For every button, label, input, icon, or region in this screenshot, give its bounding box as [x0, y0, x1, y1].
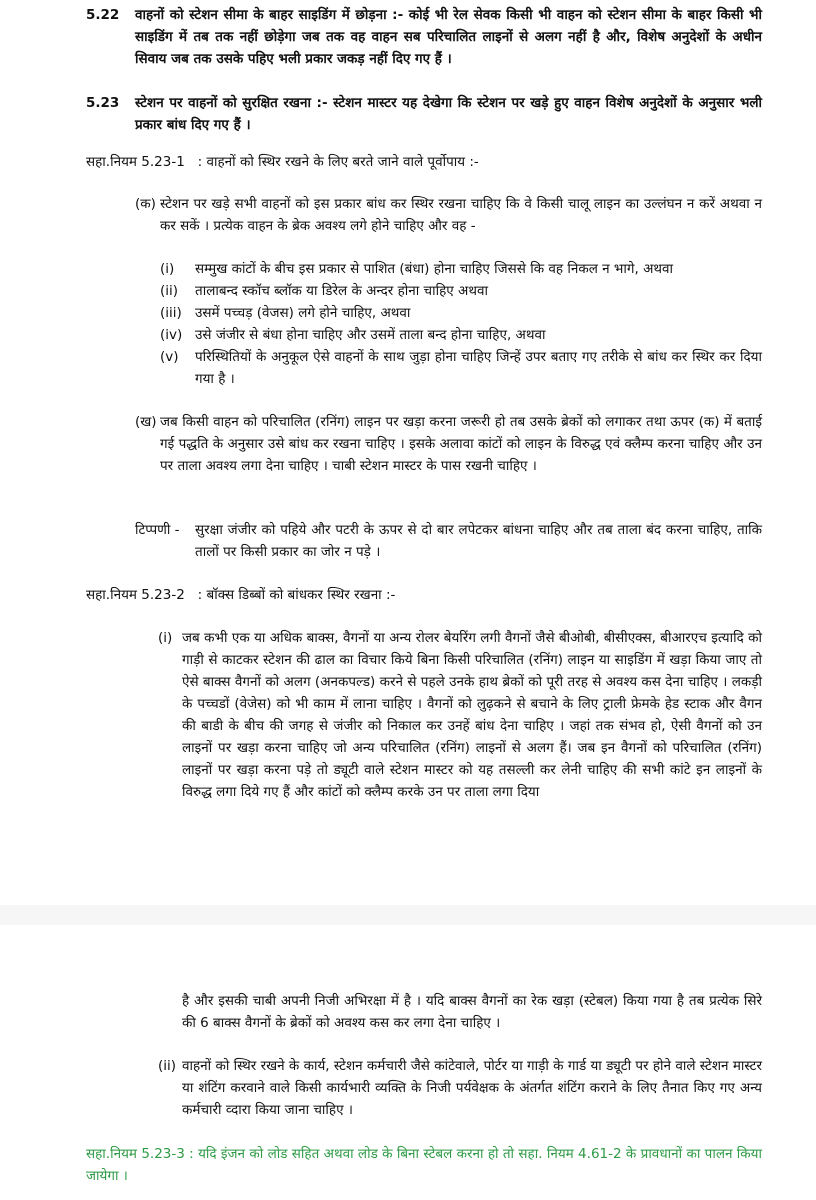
item-i-text: सम्मुख कांटों के बीच इस प्रकार से पाशित (बंधा) होना चाहिए जिससे कि वह निकल न भागे, अथवा	[195, 261, 674, 277]
rule-5-23-number: 5.23	[86, 95, 120, 111]
clause-kha-text: जब किसी वाहन को परिचालित (रनिंग) लाइन पर खड़ा करना जरूरी हो तब उसके ब्रेकों को लगाकर तथा ऊपर (क) में बताई गई पद्धति के अनुसार उसे बांध कर रखना चाहिए । इसके अलावा कांटों को लाइन के विरुद्ध एवं क्लैम्प करना चाहिए और उन पर ताला अवश्य लगा देना चाहिए । चाबी स्टेशन मास्टर के पास रखनी चाहिए ।	[160, 414, 762, 474]
sr-5-23-2-item-ii-text: वाहनों को स्थिर रखने के कार्य, स्टेशन कर्मचारी जैसे कांटेवाले, पोर्टर या गाड़ी के गार्ड या ड्यूटी पर होने वाले स्टेशन मास्टर या शंटिंग करवाने वाले किसी कार्यभारी व्यक्ति के निजी पर्यवेक्षक के अंतर्गत शंटिंग कराने के लिए तैनात किए गए अन्य कर्मचारी व्दारा किया जाना चाहिए ।	[182, 1058, 762, 1118]
sr-5-23-2-item-ii-label: (ii)	[158, 1058, 177, 1074]
page-break	[0, 905, 816, 925]
sr-5-23-1-heading: सहा.नियम 5.23-1 : वाहनों को स्थिर रखने के लिए बरते जाने वाले पूर्वोपाय :-	[86, 154, 479, 170]
rule-5-22-text: वाहनों को स्टेशन सीमा के बाहर साइडिंग में छोड़ना :- कोई भी रेल सेवक किसी भी वाहन को स्टेशन सीमा के बाहर किसी भी साइडिंग में तब तक नहीं छोड़ेगा जब तक वह वाहन सब परिचालित लाइनों से अलग नहीं है और, विशेष अनुदेशों के अधीन सिवाय जब तक उसके पहिए भली प्रकार जकड़ नहीं दिए गए हैं ।	[135, 7, 762, 67]
note-text: सुरक्षा जंजीर को पहिये और पटरी के ऊपर से दो बार लपेटकर बांधना चाहिए और तब ताला बंद करना चाहिए, ताकि तालों पर किसी प्रकार का जोर न पड़े ।	[195, 522, 762, 560]
sr-5-23-2-heading: सहा.नियम 5.23-2 : बॉक्स डिब्बों को बांधकर स्थिर रखना :-	[86, 587, 396, 603]
item-iii-label: (iii)	[160, 305, 182, 321]
rule-5-23-text: स्टेशन पर वाहनों को सुरक्षित रखना :- स्टेशन मास्टर यह देखेगा कि स्टेशन पर खड़े हुए वाहन विशेष अनुदेशों के अनुसार भली प्रकार बांध दिए गए हैं ।	[135, 95, 762, 133]
item-i-label: (i)	[160, 261, 175, 277]
sr-5-23-2-item-i-label: (i)	[158, 630, 173, 646]
item-iv-text: उसे जंजीर से बंधा होना चाहिए और उसमें ताला बन्द होना चाहिए, अथवा	[195, 327, 546, 343]
clause-ka-label: (क)	[135, 196, 156, 212]
item-ii-text: तालाबन्द स्कॉच ब्लॉक या डिरेल के अन्दर होना चाहिए अथवा	[195, 283, 488, 299]
item-v-text: परिस्थितियों के अनुकूल ऐसे वाहनों के साथ जुड़ा होना चाहिए जिन्हें उपर बताए गए तरीके से बांध कर स्थिर कर दिया गया है ।	[195, 349, 762, 387]
note-label: टिप्पणी -	[135, 522, 180, 538]
clause-ka-text: स्टेशन पर खड़े सभी वाहनों को इस प्रकार बांध कर स्थिर रखना चाहिए कि वे किसी चालू लाइन का उल्लंघन न करें अथवा न कर सकें । प्रत्येक वाहन के ब्रेक अवश्य लगे होने चाहिए और वह -	[160, 196, 762, 234]
sr-5-23-3-text: सहा.नियम 5.23-3 : यदि इंजन को लोड सहित अथवा लोड के बिना स्टेबल करना हो तो सहा. नियम 4.61-2 के प्रावधानों का पालन किया जायेगा ।	[86, 1146, 762, 1184]
sr-5-23-2-item-i-text: जब कभी एक या अधिक बाक्स, वैगनों या अन्य रोलर बेयरिंग लगी वैगनों जैसे बीओबी, बीसीएक्स, बीआरएच इत्यादि को गाड़ी से काटकर स्टेशन की ढाल का विचार किये बिना किसी परिचालित (रनिंग) लाइन या साइडिंग में खड़ा किया जाए तो ऐसे बाक्स वैगनों को अलग (अनकपल्ड) करने से पहले उनके हाथ ब्रेकों को पूरी तरह से अवश्य कस देना चाहिए । लकड़ी के पच्चडों (वेजेस) को भी काम में लाना चाहिए । वैगनों को लुढ़कने से बचाने के लिए ट्राली फ्रेमके हेड स्टाक और वैगन की बाडी के बीच की जगह से जंजीर को निकाल कर उनहें बांध देना चाहिए । जहां तक संभव हो, ऐसी वैगनों को उन लाइनों पर खड़ा करना चाहिए जो अन्य परिचालित (रनिंग) लाइनों से अलग हैं। जब इन वैगनों को परिचालित (रनिंग) लाइनों पर खड़ा करना पड़े तो ड्यूटी वाले स्टेशन मास्टर को यह तसल्ली कर लेनी चाहिए की सभी कांटे इन लाइनों के विरुद्ध लगा दिये गए हैं और कांटों को क्लैम्प करके उन पर ताला लगा दिया	[182, 630, 763, 800]
item-iv-label: (iv)	[160, 327, 183, 343]
document-page-2	[0, 925, 816, 1200]
sr-5-23-2-item-i-continuation: है और इसकी चाबी अपनी निजी अभिरक्षा में है । यदि बाक्स वैगनों का रेक खड़ा (स्टेबल) किया गया है तब प्रत्येक सिरे की 6 बाक्स वैगनों के ब्रेकों को अवश्य कस कर लगा देना चाहिए ।	[182, 993, 762, 1031]
item-v-label: (v)	[160, 349, 179, 365]
item-iii-text: उसमें पच्चड़ (वेजस) लगे होने चाहिए, अथवा	[195, 305, 411, 321]
rule-5-22-number: 5.22	[86, 7, 120, 23]
item-ii-label: (ii)	[160, 283, 179, 299]
clause-kha-label: (ख)	[135, 414, 157, 430]
